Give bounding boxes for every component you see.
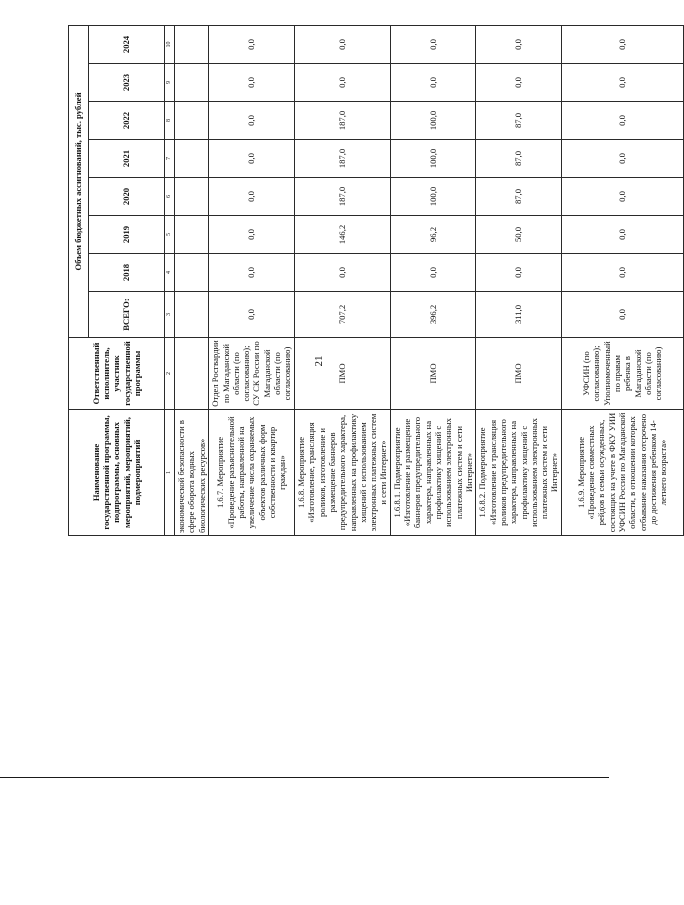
header-name: Наименование государственной программы, подпрограммы, основных мероприятий, мероприятий, подмероприятий — [69, 410, 165, 536]
row-value: 0,0 — [561, 216, 683, 254]
column-number: 2 — [165, 338, 175, 410]
column-number: 8 — [165, 102, 175, 140]
section-empty-cell — [175, 102, 209, 140]
scan-edge-rule — [0, 777, 609, 778]
row-name: 1.6.7. Мероприятие «Проведение разъяснительной работы, направленной на увеличение числа охраняемых объектов различных форм собственности и квартир граждан» — [208, 410, 294, 536]
row-value: 0,0 — [294, 64, 390, 102]
row-value: 0,0 — [294, 25, 390, 63]
row-value: 187,0 — [294, 102, 390, 140]
row-total: 0,0 — [561, 292, 683, 338]
row-value: 0,0 — [476, 64, 562, 102]
section-empty-cell — [175, 216, 209, 254]
row-value: 0,0 — [208, 178, 294, 216]
row-executor: ПМО — [476, 338, 562, 410]
row-value: 0,0 — [208, 254, 294, 292]
row-value: 96,2 — [390, 216, 476, 254]
row-executor: ПМО — [390, 338, 476, 410]
header-budget-group: Объем бюджетных ассигнований, тыс. рублей — [69, 25, 89, 337]
header-year: 2018 — [89, 254, 165, 292]
row-value: 87,0 — [476, 140, 562, 178]
row-value: 0,0 — [561, 64, 683, 102]
row-value: 0,0 — [390, 254, 476, 292]
table-row — [476, 25, 562, 535]
row-value: 0,0 — [476, 254, 562, 292]
row-value: 0,0 — [561, 178, 683, 216]
rotated-table-container — [68, 26, 669, 536]
row-value: 50,0 — [476, 216, 562, 254]
table-row — [294, 25, 390, 535]
column-number-row — [165, 25, 175, 535]
row-value: 0,0 — [390, 64, 476, 102]
header-year: 2022 — [89, 102, 165, 140]
section-empty-cell — [175, 338, 209, 410]
column-number: 10 — [165, 25, 175, 63]
column-number: 9 — [165, 64, 175, 102]
table-row — [208, 25, 294, 535]
section-empty-cell — [175, 254, 209, 292]
table-row — [561, 25, 683, 535]
column-number: 6 — [165, 178, 175, 216]
header-executor: Ответственный исполнитель, участник государственной программы — [69, 338, 165, 410]
row-value: 0,0 — [208, 140, 294, 178]
row-executor: Отдел Росгвардии по Магаданской области (по согласованию); СУ СК России по Магаданской области (по согласованию) — [208, 338, 294, 410]
row-value: 0,0 — [390, 25, 476, 63]
section-row — [175, 25, 209, 535]
row-value: 0,0 — [208, 216, 294, 254]
row-value: 187,0 — [294, 140, 390, 178]
column-number: 7 — [165, 140, 175, 178]
section-empty-cell — [175, 140, 209, 178]
row-total: 0,0 — [208, 292, 294, 338]
row-value: 100,0 — [390, 178, 476, 216]
row-value: 0,0 — [561, 254, 683, 292]
column-number: 4 — [165, 254, 175, 292]
row-value: 0,0 — [476, 25, 562, 63]
row-value: 0,0 — [561, 25, 683, 63]
row-name: 1.6.8.1. Подмероприятие «Изготовление и размещение баннеров предупредительного характера, направленных на профилактику хищений с использованием электронных платежных систем и сети Интернет» — [390, 410, 476, 536]
column-number: 5 — [165, 216, 175, 254]
budget-table — [68, 25, 684, 536]
header-row-group — [69, 25, 89, 535]
row-executor: УФСИН (по согласованию); Уполномоченный по правам ребенка в Магаданской области (по согласованию) — [561, 338, 683, 410]
column-number: 1 — [165, 410, 175, 536]
column-number: 3 — [165, 292, 175, 338]
header-year: 2019 — [89, 216, 165, 254]
row-value: 0,0 — [294, 254, 390, 292]
section-empty-cell — [175, 178, 209, 216]
row-total: 707,2 — [294, 292, 390, 338]
section-empty-cell — [175, 25, 209, 63]
header-year: 2021 — [89, 140, 165, 178]
row-value: 146,2 — [294, 216, 390, 254]
row-value: 87,0 — [476, 178, 562, 216]
section-empty-cell — [175, 292, 209, 338]
row-value: 187,0 — [294, 178, 390, 216]
header-year: 2020 — [89, 178, 165, 216]
row-name: 1.6.9. Мероприятие «Проведение совместных рейдов в семьи осужденных, состоящих на учете в ФКУ УИИ УФСИН России по Магаданской области, в отношении которых отбывание наказания отсрочено до достижения ребенком 14-летнего возраста» — [561, 410, 683, 536]
row-total: 311,0 — [476, 292, 562, 338]
header-total: ВСЕГО: — [89, 292, 165, 338]
row-value: 0,0 — [208, 25, 294, 63]
row-value: 100,0 — [390, 140, 476, 178]
header-year: 2023 — [89, 64, 165, 102]
row-value: 0,0 — [561, 140, 683, 178]
row-name: 1.6.8. Мероприятие «Изготовление, трансляция роликов, изготовление и размещение баннеров предупредительного характера, направленных на профилактику хищений с использованием электронных платежных систем и сети Интернет» — [294, 410, 390, 536]
row-name: 1.6.8.2. Подмероприятие «Изготовление и трансляция роликов предупредительного характера, направленных на профилактику хищений с использованием электронных платежных систем и сети Интернет» — [476, 410, 562, 536]
page-number: 21 — [313, 355, 325, 367]
section-title: экономической безопасности в сфере оборота водных биологических ресурсов» — [175, 410, 209, 536]
section-empty-cell — [175, 64, 209, 102]
row-total: 396,2 — [390, 292, 476, 338]
row-value: 0,0 — [208, 64, 294, 102]
row-value: 87,0 — [476, 102, 562, 140]
header-year: 2024 — [89, 25, 165, 63]
row-value: 0,0 — [208, 102, 294, 140]
row-executor: ПМО — [294, 338, 390, 410]
row-value: 0,0 — [561, 102, 683, 140]
table-row — [390, 25, 476, 535]
row-value: 100,0 — [390, 102, 476, 140]
